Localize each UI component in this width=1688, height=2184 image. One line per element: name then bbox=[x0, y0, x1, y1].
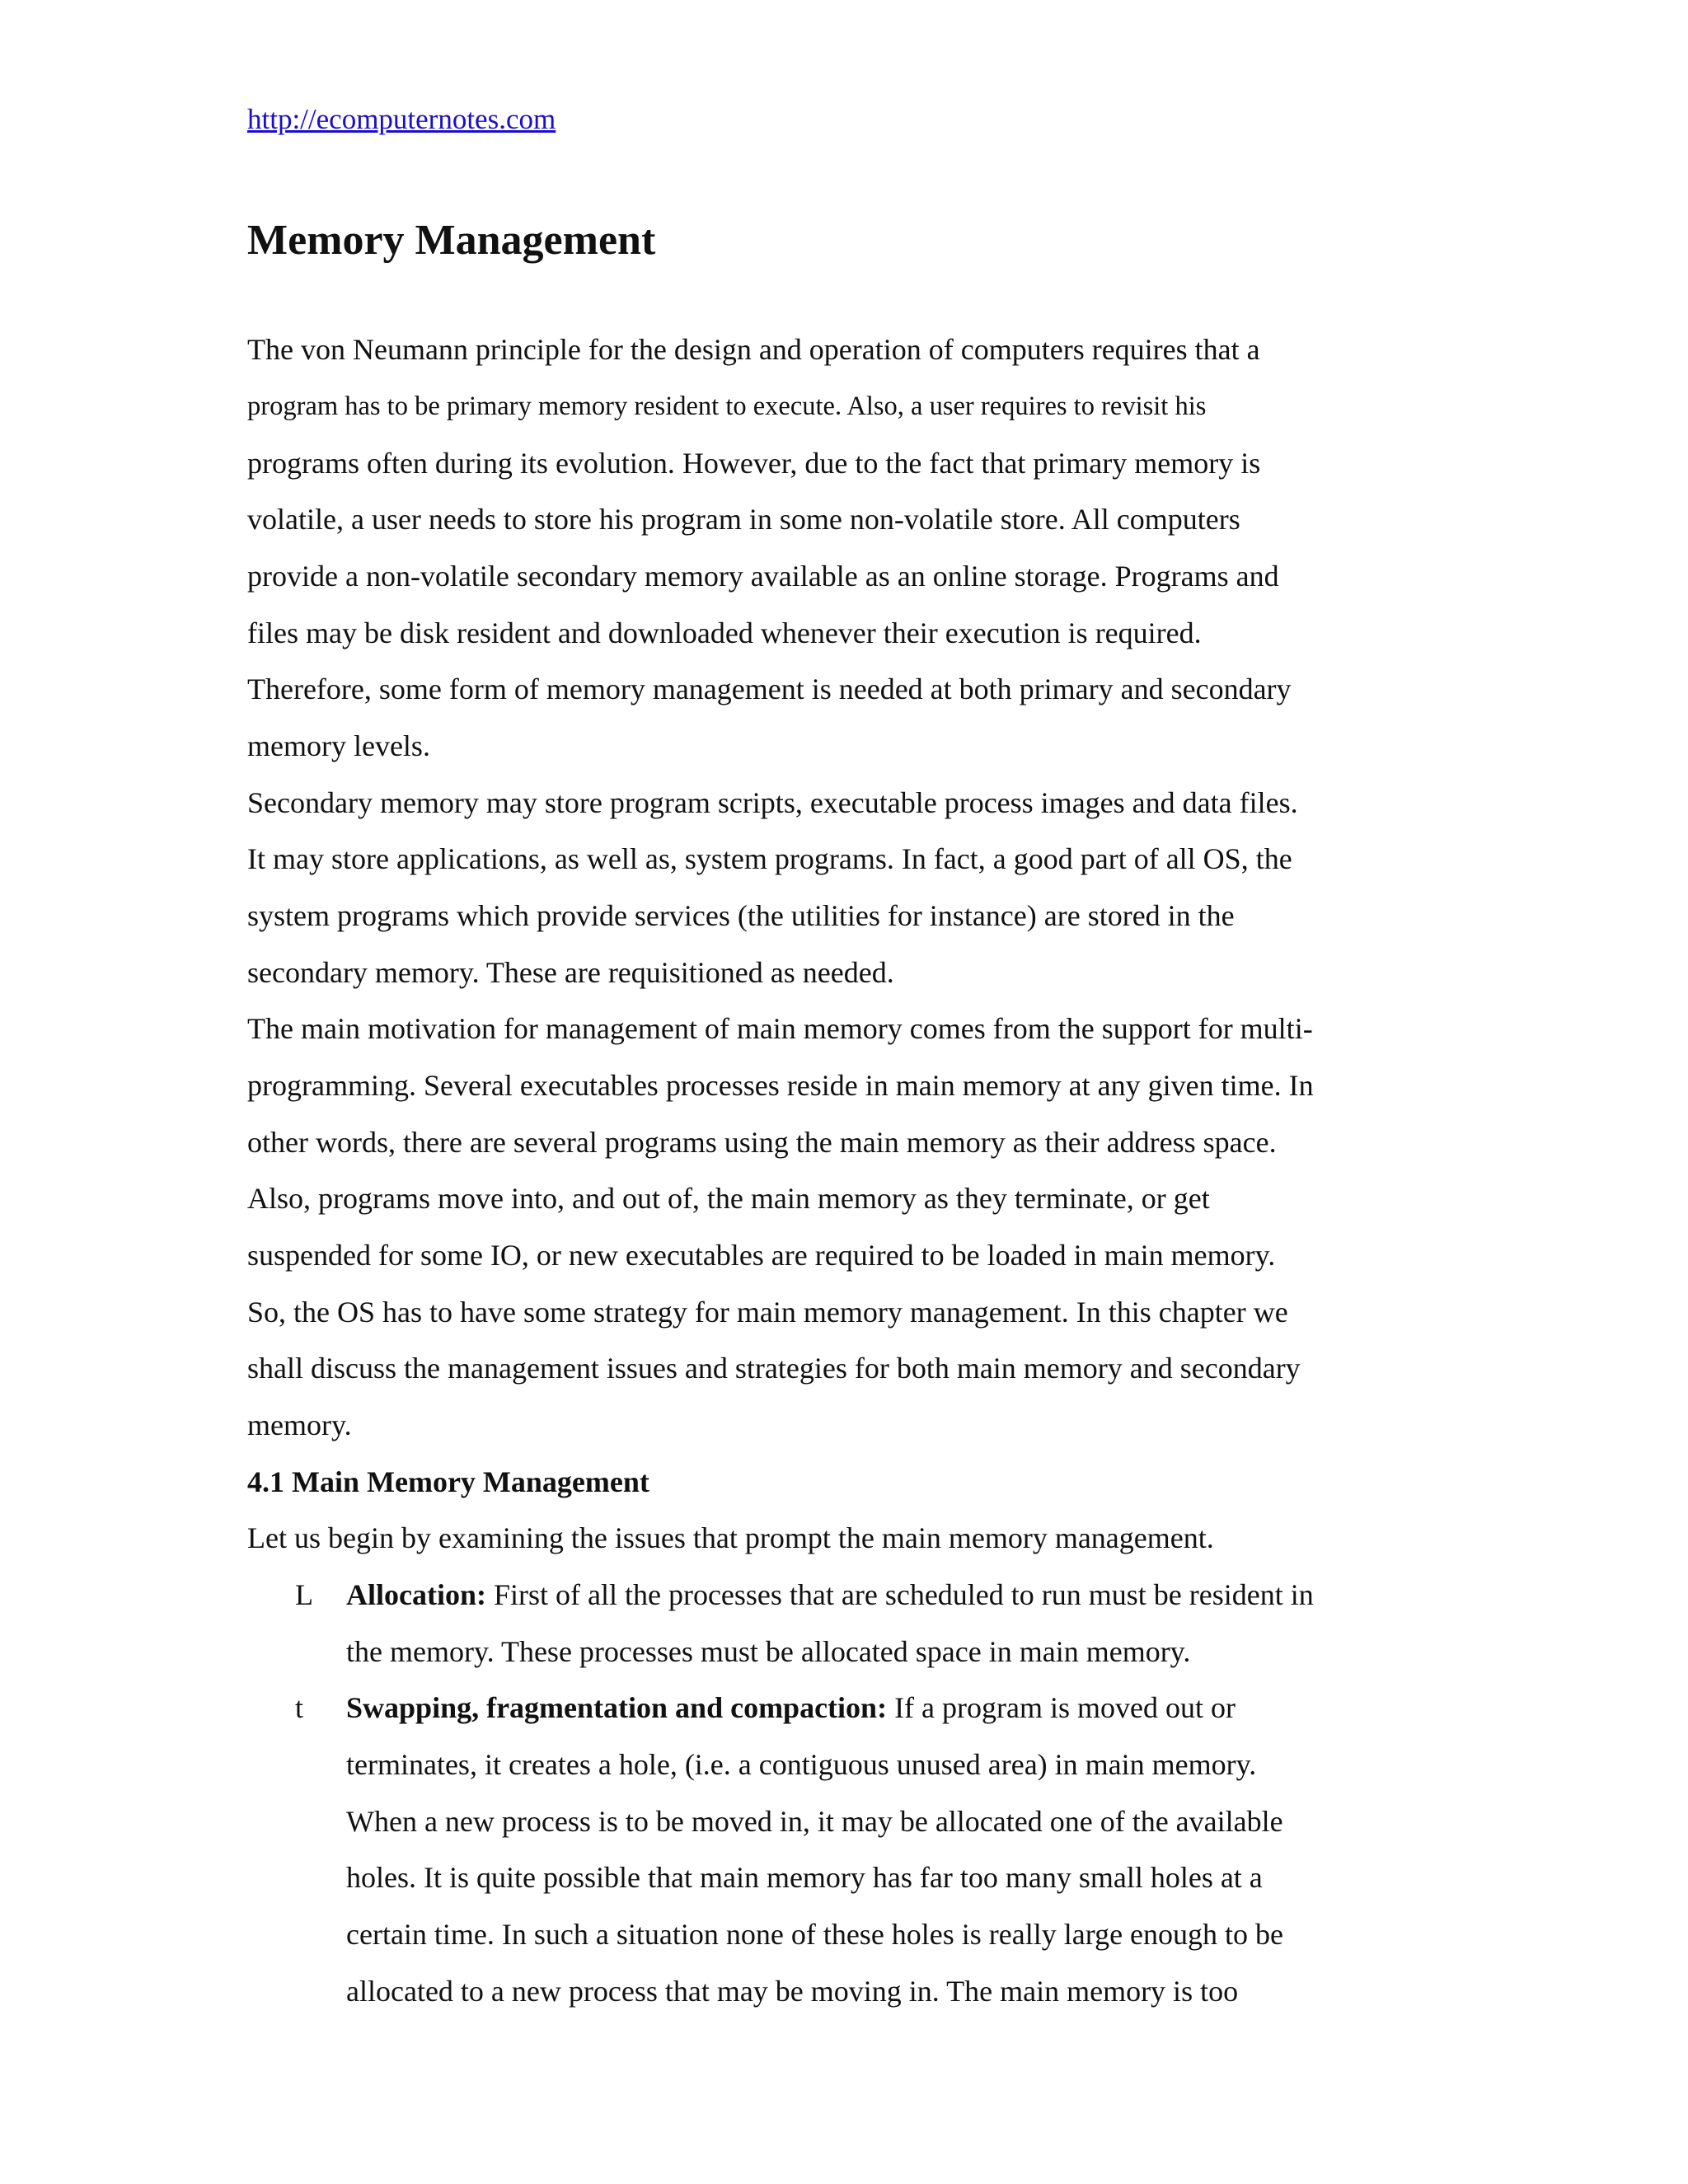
text-line: program has to be primary memory resident to execute. Also, a user requires to revisit his bbox=[247, 391, 1207, 421]
bullet-first-line bbox=[346, 1570, 1314, 1619]
source-link[interactable]: http://ecomputernotes.com bbox=[247, 103, 556, 135]
text-line: secondary memory. These are requisitioned as needed. bbox=[247, 956, 894, 989]
bullet-line: allocated to a new process that may be moving in. The main memory is too bbox=[346, 1975, 1239, 2008]
text-line: So, the OS has to have some strategy for main memory management. In this chapter we bbox=[247, 1296, 1288, 1329]
text-line: programs often during its evolution. However, due to the fact that primary memory is bbox=[247, 447, 1261, 480]
text-line: The von Neumann principle for the design and operation of computers requires that a bbox=[247, 333, 1260, 366]
bullet-marker: L bbox=[295, 1578, 313, 1611]
section-intro: Let us begin by examining the issues that prompt the main memory management. bbox=[247, 1521, 1214, 1554]
bullet-text: If a program is moved out or bbox=[887, 1691, 1236, 1724]
bullet-first-line bbox=[346, 1683, 1236, 1732]
page-title: Memory Management bbox=[247, 217, 656, 264]
bullet-term: Allocation: bbox=[346, 1578, 486, 1611]
text-line: other words, there are several programs using the main memory as their address space. bbox=[247, 1126, 1277, 1159]
bullet-line: terminates, it creates a hole, (i.e. a contiguous unused area) in main memory. bbox=[346, 1748, 1257, 1781]
bullet-marker: t bbox=[295, 1691, 304, 1724]
text-line: shall discuss the management issues and strategies for both main memory and secondary bbox=[247, 1352, 1301, 1385]
bullet-line: When a new process is to be moved in, it may be allocated one of the available bbox=[346, 1805, 1283, 1838]
text-line: provide a non-volatile secondary memory available as an online storage. Programs and bbox=[247, 560, 1279, 593]
text-line: programming. Several executables processes reside in main memory at any given time. In bbox=[247, 1069, 1314, 1102]
text-line: The main motivation for management of main memory comes from the support for multi- bbox=[247, 1012, 1313, 1045]
bullet-text: First of all the processes that are scheduled to run must be resident in bbox=[485, 1578, 1314, 1611]
bullet-line: the memory. These processes must be allocated space in main memory. bbox=[346, 1635, 1191, 1668]
text-line: files may be disk resident and downloaded whenever their execution is required. bbox=[247, 616, 1202, 649]
text-line: system programs which provide services (the utilities for instance) are stored in the bbox=[247, 899, 1235, 932]
text-line: Also, programs move into, and out of, the main memory as they terminate, or get bbox=[247, 1182, 1210, 1215]
text-line: Secondary memory may store program scripts, executable process images and data files. bbox=[247, 786, 1298, 819]
bullet-line: certain time. In such a situation none of these holes is really large enough to be bbox=[346, 1918, 1284, 1951]
section-heading-text: 4.1 Main Memory Management bbox=[247, 1465, 649, 1498]
section-heading bbox=[247, 1457, 649, 1507]
text-line: suspended for some IO, or new executables are required to be loaded in main memory. bbox=[247, 1239, 1276, 1272]
text-line: memory. bbox=[247, 1408, 352, 1441]
text-line: volatile, a user needs to store his program in some non-volatile store. All computers bbox=[247, 503, 1240, 536]
text-line: Therefore, some form of memory management is needed at both primary and secondary bbox=[247, 673, 1292, 705]
text-line: memory levels. bbox=[247, 729, 430, 762]
bullet-term: Swapping, fragmentation and compaction: bbox=[346, 1691, 888, 1724]
text-line: It may store applications, as well as, system programs. In fact, a good part of all OS, the bbox=[247, 842, 1292, 875]
bullet-line: holes. It is quite possible that main memory has far too many small holes at a bbox=[346, 1861, 1263, 1894]
